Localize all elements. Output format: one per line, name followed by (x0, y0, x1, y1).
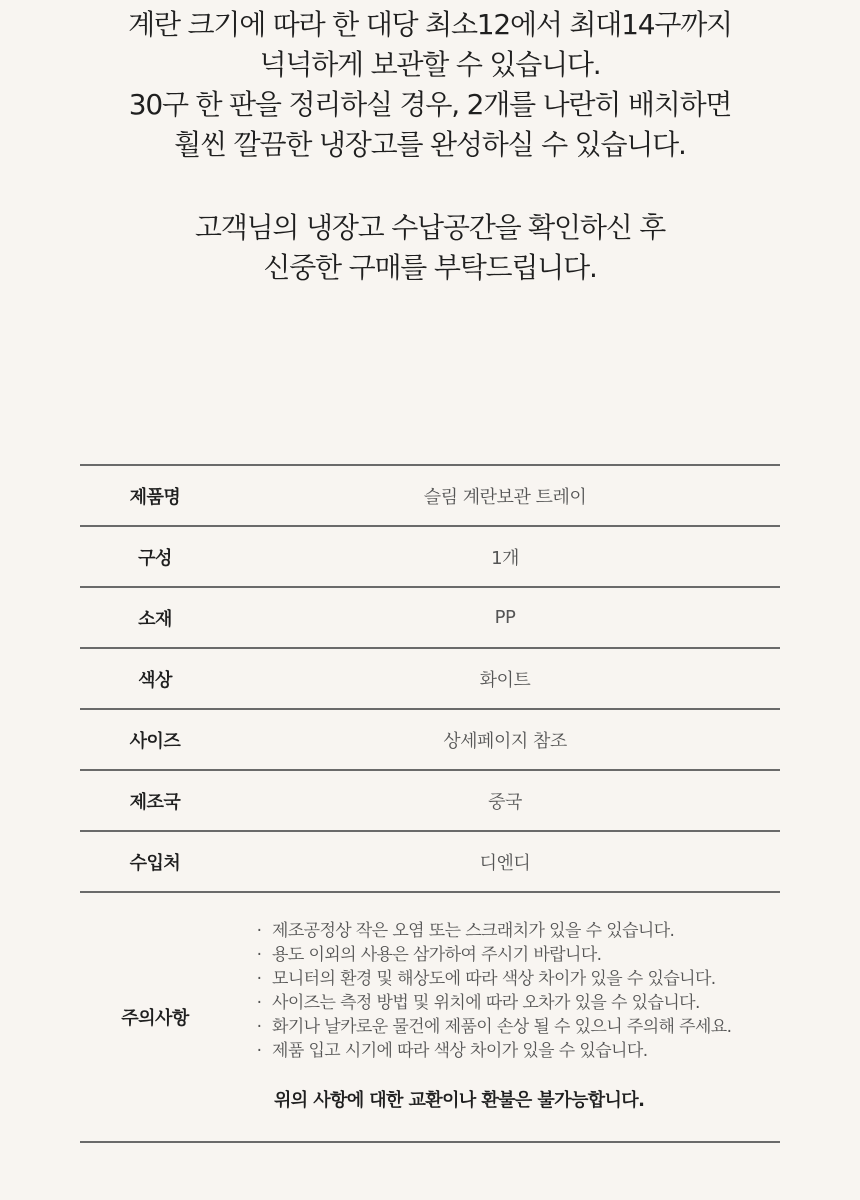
spec-label: 구성 (138, 547, 172, 569)
spec-value: 상세페이지 참조 (443, 730, 567, 752)
bullet-dot-icon: · (256, 1017, 262, 1037)
spec-label: 수입처 (129, 852, 181, 874)
spec-row-size (80, 710, 780, 771)
spec-row-product-name (80, 466, 780, 527)
notice-text: 모니터의 환경 및 해상도에 따라 색상 차이가 있을 수 있습니다. (272, 969, 716, 989)
intro-line: 계란 크기에 따라 한 대당 최소12에서 최대14구까지 (128, 8, 732, 41)
notice-body (230, 893, 780, 1141)
spec-label: 제조국 (129, 791, 181, 813)
spec-row-color (80, 649, 780, 710)
spec-label: 색상 (138, 669, 172, 691)
list-item (252, 1015, 780, 1039)
spec-row-composition (80, 527, 780, 588)
intro-line: 훨씬 깔끔한 냉장고를 완성하실 수 있습니다. (174, 128, 686, 161)
spec-row-country (80, 771, 780, 832)
list-item (252, 1039, 780, 1063)
intro-paragraph-notice (0, 208, 860, 288)
notice-text: 제조공정상 작은 오염 또는 스크래치가 있을 수 있습니다. (272, 921, 675, 941)
spec-row-notice (80, 893, 780, 1143)
spec-label: 사이즈 (129, 730, 181, 752)
spec-value: 슬림 계란보관 트레이 (423, 486, 587, 508)
spec-value: PP (494, 607, 516, 628)
intro-line: 고객님의 냉장고 수납공간을 확인하신 후 (194, 211, 666, 244)
bullet-dot-icon: · (256, 945, 262, 965)
spec-value: 화이트 (479, 669, 531, 691)
intro-line: 30구 한 판을 정리하실 경우, 2개를 나란히 배치하면 (128, 88, 732, 121)
notice-label: 주의사항 (121, 1008, 189, 1029)
intro-paragraph-capacity (0, 5, 860, 165)
product-spec-table (80, 464, 780, 1143)
list-item (252, 943, 780, 967)
spec-value: 1개 (491, 547, 519, 569)
list-item (252, 919, 780, 943)
notice-text: 용도 이외의 사용은 삼가하여 주시기 바랍니다. (272, 945, 602, 965)
notice-text: 사이즈는 측정 방법 및 위치에 따라 오차가 있을 수 있습니다. (272, 993, 700, 1013)
bullet-dot-icon: · (256, 1041, 262, 1061)
list-item (252, 967, 780, 991)
notice-text: 제품 입고 시기에 따라 색상 차이가 있을 수 있습니다. (272, 1041, 648, 1061)
spec-row-material (80, 588, 780, 649)
spec-label: 제품명 (129, 486, 181, 508)
intro-line: 넉넉하게 보관할 수 있습니다. (259, 48, 601, 81)
list-item (252, 991, 780, 1015)
notice-text: 화기나 날카로운 물건에 제품이 손상 될 수 있으니 주의해 주세요. (272, 1017, 732, 1037)
spec-value: 중국 (488, 791, 522, 813)
notice-list (252, 919, 780, 1063)
spec-value: 디엔디 (479, 852, 531, 874)
intro-line: 신중한 구매를 부탁드립니다. (263, 251, 597, 284)
notice-footer: 위의 사항에 대한 교환이나 환불은 불가능합니다. (274, 1090, 645, 1111)
bullet-dot-icon: · (256, 993, 262, 1013)
bullet-dot-icon: · (256, 921, 262, 941)
spec-label: 소재 (138, 608, 172, 630)
bullet-dot-icon: · (256, 969, 262, 989)
spec-row-importer (80, 832, 780, 893)
